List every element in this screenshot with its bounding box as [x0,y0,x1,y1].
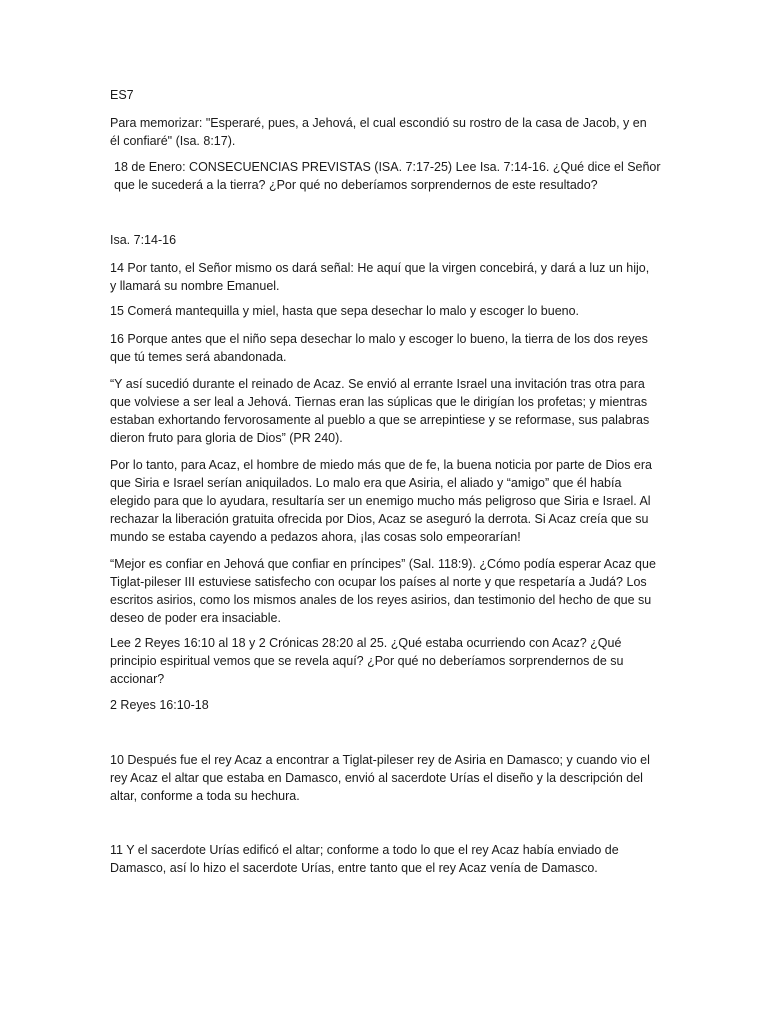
question-paragraph: Lee 2 Reyes 16:10 al 18 y 2 Crónicas 28:20 al 25. ¿Qué estaba ocurriendo con Acaz? ¿Qué principio espiritual vemos que se revela aquí? ¿Por qué no deberíamos sorprendernos de su accionar? [110,636,624,686]
quote-paragraph: “Y así sucedió durante el reinado de Acaz. Se envió al errante Israel una invitación tras otra para que volviese a ser leal a Jehová. Tiernas eran las súplicas que le dirigían los profetas; y mientras estaban exhortando fervorosamente al pueblo a que se arrepintiese y se reformase, sus palabras dieron fruto para gloria de Dios” (PR 240). [110,377,650,445]
commentary-paragraph-2: “Mejor es confiar en Jehová que confiar en príncipes” (Sal. 118:9). ¿Cómo podía esperar Acaz que Tiglat-pileser III estuviese satisfecho con ocupar los países al norte y que respetaría a Judá? Los escritos asirios, como los mismos anales de los reyes asirios, dan testimonio del hecho de que su deseo de poder era insaciable. [110,557,656,625]
memorize-paragraph: Para memorizar: "Esperaré, pues, a Jehová, el cual escondió su rostro de la casa de Jacob, y en él confiaré" (Isa. 8:17). [110,116,647,148]
verse-15-paragraph: 15 Comerá mantequilla y miel, hasta que sepa desechar lo malo y escoger lo bueno. [110,304,580,318]
verse-k10-paragraph: 10 Después fue el rey Acaz a encontrar a Tiglat-pileser rey de Asiria en Damasco; y cuando vio el rey Acaz el altar que estaba en Damasco, envió al sacerdote Urías el diseño y la descripción del altar, conforme a toda su hechura. [110,753,650,803]
commentary-paragraph-1: Por lo tanto, para Acaz, el hombre de miedo más que de fe, la buena noticia por parte de Dios era que Siria e Israel serían aniquilados. Lo malo era que Asiria, el aliado y “amigo” que él había elegido para que lo ayudara, resultaría ser un enemigo mucho más peligroso que Siria e Israel. Al rechazar la liberación gratuita ofrecida por Dios, Acaz se aseguró la derrota. Si Acaz creía que su mundo se estaba cayendo a pedazos ahora, ¡las cosas solo empeorarían! [110,458,652,544]
verse-16-paragraph: 16 Porque antes que el niño sepa desechar lo malo y escoger lo bueno, la tierra de los dos reyes que tú temes será abandonada. [110,332,648,364]
verse-14-paragraph: 14 Por tanto, el Señor mismo os dará señal: He aquí que la virgen concebirá, y dará a luz un hijo, y llamará su nombre Emanuel. [110,261,650,293]
lesson-intro-paragraph: 18 de Enero: CONSECUENCIAS PREVISTAS (ISA. 7:17-25) Lee Isa. 7:14-16. ¿Qué dice el Señor que le sucederá a la tierra? ¿Por qué no deberíamos sorprendernos de este resultado? [114,160,661,192]
document-heading: ES7 [110,88,134,102]
isaiah-reference: Isa. 7:14-16 [110,233,177,247]
kings-reference: 2 Reyes 16:10-18 [110,698,209,712]
verse-k11-paragraph: 11 Y el sacerdote Urías edificó el altar; conforme a todo lo que el rey Acaz había enviado de Damasco, así lo hizo el sacerdote Urías, entre tanto que el rey Acaz venía de Damasco. [110,843,619,875]
